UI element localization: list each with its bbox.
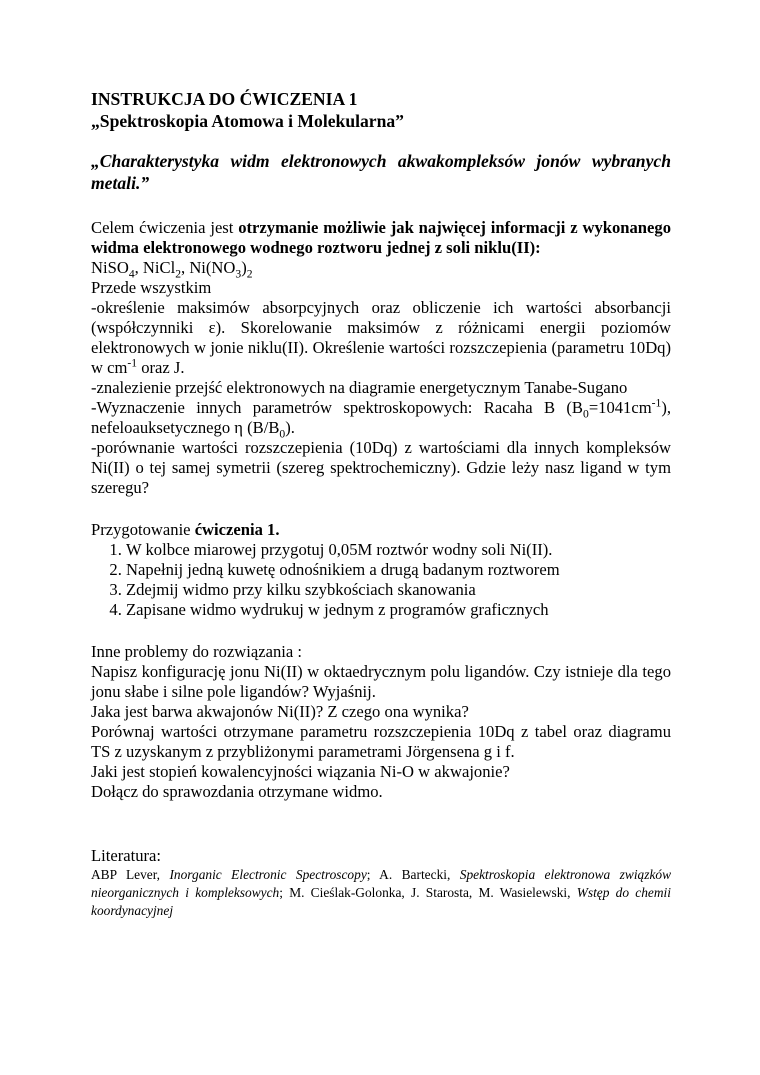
literature-references [91, 866, 671, 920]
task-3-subscript: 0 [279, 427, 286, 441]
problem-5: Dołącz do sprawozdania otrzymane widmo. [91, 782, 383, 801]
preparation-steps [91, 540, 671, 620]
task-3-text: =1041cm [588, 398, 652, 417]
task-3 [91, 396, 671, 441]
task-3-text: -Wyznaczenie innych parametrów spektroskopowych: Racaha B (B [91, 398, 583, 417]
first-of-all: Przede wszystkim [91, 278, 212, 297]
literature-heading: Literatura: [91, 846, 162, 865]
ref-author: ABP Lever, [91, 867, 170, 882]
task-2: -znalezienie przejść elektronowych na diagramie energetycznym Tanabe-Sugano [91, 378, 628, 397]
list-item: 2. Napełnij jedną kuwetę odnośnikiem a drugą badanym roztworem [126, 560, 671, 580]
ref-title: Wstęp do chemii koordynacyjnej [91, 885, 671, 918]
intro-goal: otrzymanie możliwie jak najwięcej informacji z wykonanego widma elektronowego wodnego roztworu jednej z soli niklu(II): [91, 218, 671, 257]
list-item: 4. Zapisane widmo wydrukuj w jednym z programów graficznych [126, 600, 671, 620]
preparation-bold: ćwiczenia 1. [194, 520, 280, 539]
salt-subscript: 4 [128, 267, 135, 281]
salt-text: , Ni(NO [181, 258, 236, 277]
intro-paragraph [91, 218, 671, 258]
problem-2: Jaka jest barwa akwajonów Ni(II)? Z czego ona wynika? [91, 702, 469, 721]
task-4: -porównanie wartości rozszczepienia (10Dq) z wartościami dla innych kompleksów Ni(II) o tej samej symetrii (szereg spektrochemiczny). Gdzie leży nasz ligand w tym szeregu? [91, 438, 671, 497]
problem-1: Napisz konfigurację jonu Ni(II) w oktaedrycznym polu ligandów. Czy istnieje dla tego jonu słabe i silne pole ligandów? Wyjaśnij. [91, 662, 671, 701]
ref-title: Inorganic Electronic Spectroscopy [169, 867, 367, 882]
document-page [91, 88, 671, 920]
intro-lead: Celem ćwiczenia jest [91, 218, 239, 237]
exercise-subtitle: „Charakterystyka widm elektronowych akwakompleksów jonów wybranych metali.” [91, 151, 671, 193]
salt-subscript: 2 [246, 267, 253, 281]
salt-subscript: 2 [175, 267, 182, 281]
task-3-text: ), nefeloauksetycznego η (B/B [91, 398, 671, 437]
list-item: 1. W kolbce miarowej przygotuj 0,05M roztwór wodny soli Ni(II). [126, 540, 671, 560]
ref-author: ; A. Bartecki, [366, 867, 460, 882]
problems-heading: Inne problemy do rozwiązania : [91, 642, 303, 661]
problem-4: Jaki jest stopień kowalencyjności wiązania Ni-O w akwajonie? [91, 762, 510, 781]
task-1-superscript: -1 [127, 356, 138, 370]
task-3-text: ). [285, 418, 295, 437]
salt-subscript: 3 [235, 267, 242, 281]
ref-author: ; M. Cieślak-Golonka, J. Starosta, M. Wasielewski, [279, 885, 577, 900]
list-item: 3. Zdejmij widmo przy kilku szybkościach skanowania [126, 580, 671, 600]
salt-text: ) [241, 258, 247, 277]
task-3-superscript: -1 [651, 396, 662, 410]
task-1-end: oraz J. [137, 358, 185, 377]
ref-title: Spektroskopia elektronowa związków nieorganicznych i kompleksowych [91, 867, 672, 900]
header-line-1: INSTRUKCJA DO ĆWICZENIA 1 [91, 89, 358, 109]
problem-3: Porównaj wartości otrzymane parametru rozszczepienia 10Dq z tabel oraz diagramu TS z uzyskanym z przybliżonymi parametrami Jörgensena g i f. [91, 722, 671, 761]
task-1-text: -określenie maksimów absorpcyjnych oraz obliczenie ich wartości absorbancji (współczynniki ε). Skorelowanie maksimów z różnicami energii poziomów elektronowych w jonie niklu(II). Określenie wartości rozszczepienia (parametru 10Dq) w cm [91, 298, 671, 377]
preparation-heading [91, 520, 671, 540]
preparation-lead: Przygotowanie [91, 520, 195, 539]
salts-line [91, 258, 671, 281]
task-3-subscript: 0 [583, 407, 589, 421]
salt-text: NiSO [91, 258, 129, 277]
task-1 [91, 298, 671, 378]
salt-text: , NiCl [134, 258, 176, 277]
header-line-2: „Spektroskopia Atomowa i Molekularna” [91, 111, 404, 131]
